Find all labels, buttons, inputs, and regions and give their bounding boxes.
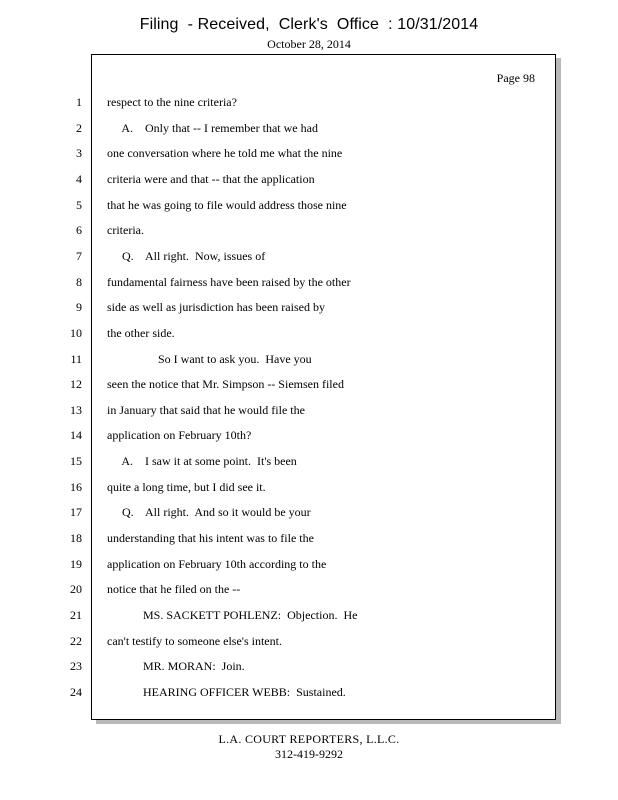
line-number: 16 xyxy=(70,480,82,494)
line-text: Q. All right. Now, issues of xyxy=(107,249,266,263)
line-number: 7 xyxy=(76,249,82,263)
line-text: notice that he filed on the -- xyxy=(107,582,241,596)
line-text: HEARING OFFICER WEBB: Sustained. xyxy=(107,685,346,699)
line-text: application on February 10th? xyxy=(107,428,252,442)
court-reporter-name: L.A. COURT REPORTERS, L.L.C. xyxy=(218,732,400,746)
line-text: Q. All right. And so it would be your xyxy=(107,505,311,519)
line-number: 15 xyxy=(70,454,82,468)
line-number: 17 xyxy=(70,505,82,519)
filing-stamp: Filing - Received, Clerk's Office : 10/31/2014 xyxy=(139,16,479,33)
line-text: the other side. xyxy=(107,326,175,340)
line-number: 5 xyxy=(76,198,82,212)
line-text: criteria. xyxy=(107,223,144,237)
line-text: respect to the nine criteria? xyxy=(107,95,237,109)
line-number: 11 xyxy=(70,352,82,366)
line-number: 24 xyxy=(70,685,82,699)
line-number: 4 xyxy=(76,172,82,186)
line-number: 14 xyxy=(70,428,82,442)
line-number: 13 xyxy=(70,403,82,417)
line-text: quite a long time, but I did see it. xyxy=(107,480,266,494)
line-number: 22 xyxy=(70,634,82,648)
line-text: A. I saw it at some point. It's been xyxy=(107,454,297,468)
line-number: 9 xyxy=(76,300,82,314)
line-text: So I want to ask you. Have you xyxy=(107,352,312,366)
line-text: understanding that his intent was to file the xyxy=(107,531,314,545)
page-number: Page 98 xyxy=(496,71,535,85)
court-reporter-phone: 312-419-9292 xyxy=(275,747,343,761)
line-number: 8 xyxy=(76,275,82,289)
line-number: 2 xyxy=(76,121,82,135)
line-number: 23 xyxy=(70,659,82,673)
line-number: 1 xyxy=(76,95,82,109)
line-text: criteria were and that -- that the application xyxy=(107,172,315,186)
transcript-date: October 28, 2014 xyxy=(267,37,351,51)
line-text: MR. MORAN: Join. xyxy=(107,659,245,673)
line-text: side as well as jurisdiction has been raised by xyxy=(107,300,325,314)
line-text: in January that said that he would file the xyxy=(107,403,305,417)
line-text: MS. SACKETT POHLENZ: Objection. He xyxy=(107,608,358,622)
line-number: 19 xyxy=(70,557,82,571)
line-text: that he was going to file would address those nine xyxy=(107,198,347,212)
line-number: 12 xyxy=(70,377,82,391)
line-number: 6 xyxy=(76,223,82,237)
line-text: fundamental fairness have been raised by the other xyxy=(107,275,351,289)
line-number: 20 xyxy=(70,582,82,596)
line-number: 21 xyxy=(70,608,82,622)
line-text: can't testify to someone else's intent. xyxy=(107,634,282,648)
line-text: A. Only that -- I remember that we had xyxy=(107,121,318,135)
line-text: one conversation where he told me what the nine xyxy=(107,146,343,160)
line-number: 3 xyxy=(76,146,82,160)
line-number: 10 xyxy=(70,326,82,340)
line-text: application on February 10th according to the xyxy=(107,557,327,571)
line-text: seen the notice that Mr. Simpson -- Siemsen filed xyxy=(107,377,344,391)
line-number: 18 xyxy=(70,531,82,545)
